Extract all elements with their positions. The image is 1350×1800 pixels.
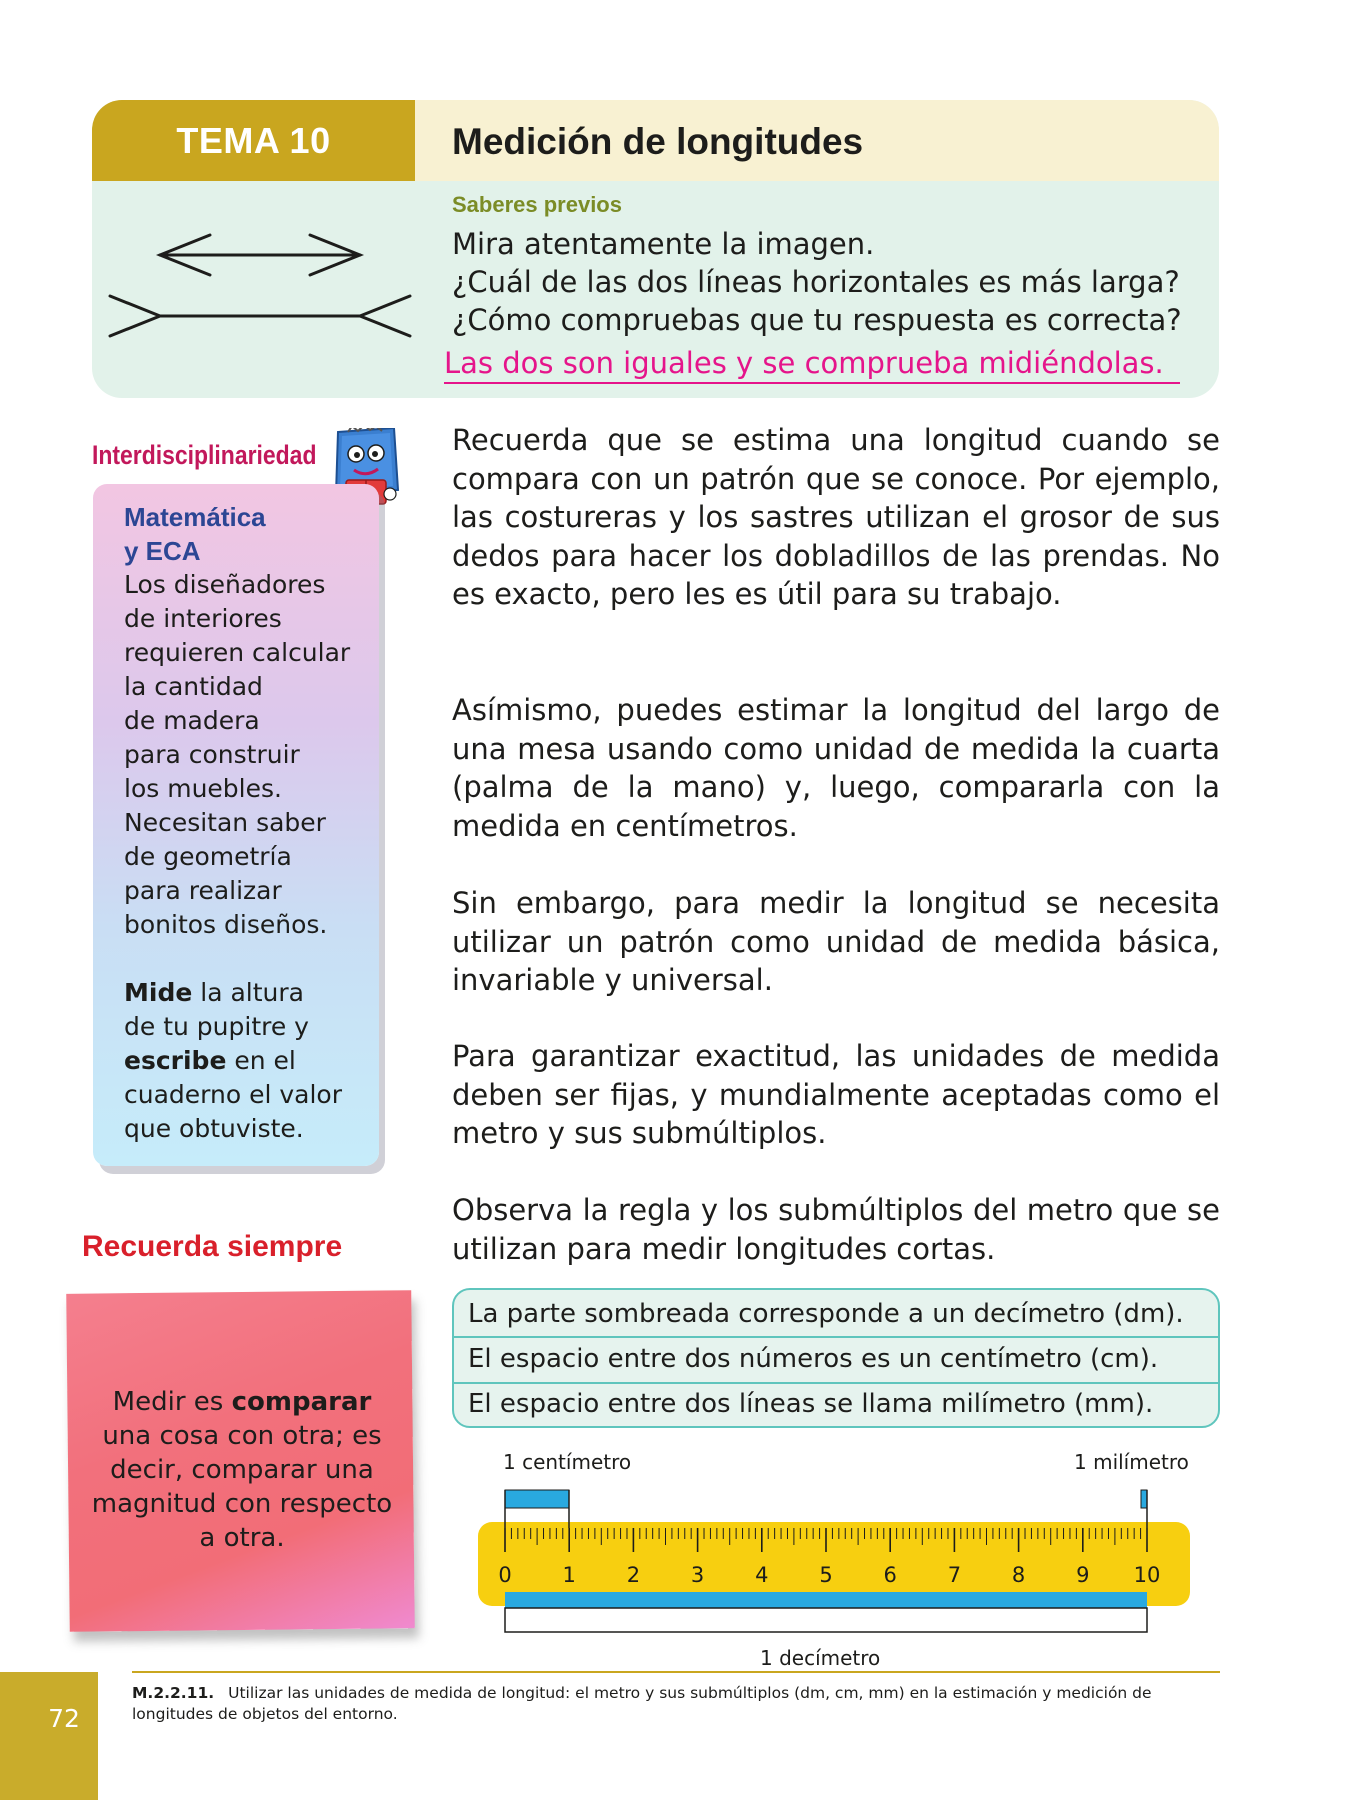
illusion-fin-right (360, 296, 410, 336)
page-title: Medición de longitudes (452, 121, 864, 162)
label-centimetro: 1 centímetro (503, 1450, 632, 1474)
answer-text: Las dos son iguales y se comprueba midiéndolas. (444, 344, 1180, 384)
card-task-line-2: de tu pupitre y (124, 1012, 309, 1041)
note-text-bold: comparar (231, 1387, 372, 1417)
body-paragraph-5: Observa la regla y los submúltiplos del metro que se utilizan para medir longitudes cortas. (452, 1193, 1220, 1266)
body-paragraph-3: Sin embargo, para medir la longitud se necesita utilizar un patrón como unidad de medida básica, invariable y universal. (452, 886, 1220, 997)
mm-highlight (1141, 1490, 1147, 1508)
dm-bracket (505, 1608, 1147, 1632)
body-paragraph-4: Para garantizar exactitud, las unidades de medida deben ser fijas, y mundialmente aceptadas como el metro y sus submúltiplos. (452, 1039, 1220, 1150)
card-task-line-1 (124, 976, 374, 1010)
page-number: 72 (48, 1704, 80, 1733)
ruler-number: 5 (819, 1563, 833, 1587)
question-line-2: ¿Cuál de las dos líneas horizontales es más larga? (452, 265, 1180, 299)
ruler-svg (470, 1476, 1200, 1666)
sticky-note-text (82, 1385, 402, 1555)
question-line-1: Mira atentamente la imagen. (452, 227, 875, 261)
card-line: bonitos diseños. (124, 910, 328, 939)
task-bold-mide: Mide (124, 978, 193, 1007)
interdisciplinary-card-text (124, 500, 374, 1146)
label-decimetro: 1 decímetro (760, 1646, 881, 1670)
card-line: los muebles. (124, 774, 282, 803)
ruler-number: 1 (562, 1563, 576, 1587)
card-line: Necesitan saber (124, 808, 326, 837)
tema-label: TEMA 10 (176, 120, 331, 161)
question-line-3: ¿Cómo compruebas que tu respuesta es correcta? (452, 303, 1182, 337)
card-line: Los diseñadores (124, 570, 326, 599)
page-number-box (0, 1672, 98, 1800)
interdisciplinariedad-title: Interdisciplinariedad (92, 440, 317, 470)
card-line: para construir (124, 740, 300, 769)
card-line: de geometría (124, 842, 292, 871)
task-text: en el (226, 1046, 296, 1075)
card-spacer (124, 942, 374, 976)
ruler-number: 8 (1011, 1563, 1026, 1587)
ruler-number: 10 (1133, 1563, 1161, 1587)
recuerda-siempre-title: Recuerda siempre (82, 1230, 343, 1263)
curriculum-standard (132, 1683, 1212, 1725)
card-line: de interiores (124, 604, 282, 633)
ruler-number: 2 (626, 1563, 641, 1587)
card-line: para realizar (124, 876, 282, 905)
card-task-line-3 (124, 1044, 374, 1078)
dm-highlight (505, 1592, 1147, 1608)
card-line: requieren calcular (124, 638, 351, 667)
body-paragraph-2: Asímismo, puedes estimar la longitud del largo de una mesa usando como unidad de medida la cuarta (palma de la mano) y, luego, compararla con la medida en centímetros. (452, 693, 1220, 843)
standard-text: Utilizar las unidades de medida de longitud: el metro y sus submúltiplos (dm, cm, mm) en la estimación y medición de longitudes de objetos del entorno. (132, 1684, 1152, 1723)
cm-highlight (505, 1490, 569, 1508)
info-row-centimetro: El espacio entre dos números es un centímetro (cm). (468, 1344, 1159, 1374)
ruler-number: 6 (883, 1563, 897, 1587)
info-row-decimetro: La parte sombreada corresponde a un decímetro (dm). (468, 1299, 1184, 1329)
theme-header (92, 100, 1219, 398)
card-heading-line-2: y ECA (124, 536, 201, 566)
task-text: la altura (192, 978, 304, 1007)
muller-lyer-illusion (92, 220, 422, 350)
card-task-line-4: cuaderno el valor (124, 1080, 342, 1109)
ruler-number: 4 (755, 1563, 769, 1587)
ruler-number: 0 (498, 1563, 512, 1587)
standard-code: M.2.2.11. (132, 1684, 215, 1702)
card-heading-line-1: Matemática (124, 502, 266, 532)
card-line: de madera (124, 706, 260, 735)
ruler-number: 9 (1076, 1563, 1090, 1587)
label-milimetro: 1 milímetro (1074, 1450, 1189, 1474)
note-text-post: una cosa con otra; es decir, comparar una magnitud con respecto a otra. (91, 1421, 393, 1553)
info-row-milimetro: El espacio entre dos líneas se llama milímetro (mm). (468, 1389, 1154, 1419)
illusion-fin-left (110, 296, 160, 336)
card-line: la cantidad (124, 672, 263, 701)
ruler-info-table (452, 1288, 1220, 1428)
ruler-number: 3 (690, 1563, 705, 1587)
body-paragraph-1: Recuerda que se estima una longitud cuando se compara con un patrón que se conoce. Por ejemplo, las costureras y los sastres utilizan el grosor de sus dedos para hacer los dobladillos de las prendas. No es exacto, pero les es útil para su trabajo. (452, 423, 1220, 611)
card-task-line-5: que obtuviste. (124, 1114, 304, 1143)
ruler-number: 7 (947, 1563, 962, 1587)
task-bold-escribe: escribe (124, 1046, 227, 1075)
saberes-previos-label: Saberes previos (452, 192, 622, 217)
footer-divider (132, 1671, 1220, 1673)
note-text-pre: Medir es (112, 1387, 232, 1417)
